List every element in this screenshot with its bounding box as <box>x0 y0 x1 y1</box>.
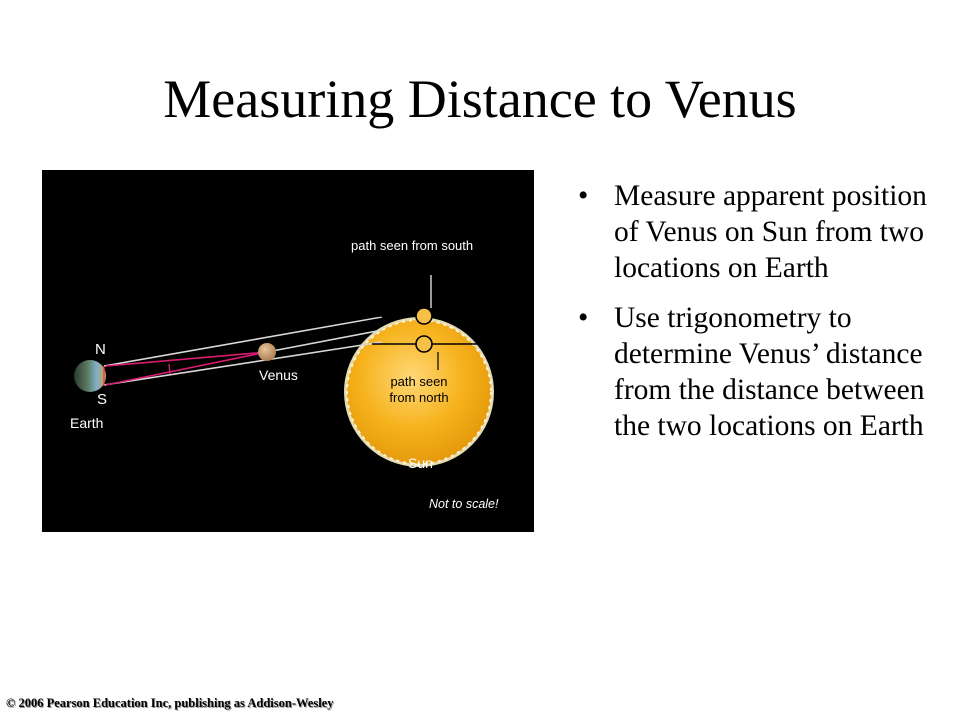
earth-sight-lines <box>106 352 267 385</box>
bullet-text: Measure apparent position of Venus on Sun from two locations on Earth <box>614 180 927 284</box>
label-path-south: path seen from south <box>351 238 474 253</box>
venus-transit-diagram <box>42 170 534 532</box>
label-not-to-scale: Not to scale! <box>429 497 499 511</box>
bullet-dot: • <box>578 180 589 212</box>
label-earth: Earth <box>70 415 104 431</box>
bullet-text: Use trigonometry to determine Venus’ distance from the distance between the two locations on Earth <box>614 302 925 442</box>
label-path-north-line1: path seen <box>390 374 448 389</box>
label-venus: Venus <box>259 367 298 383</box>
copyright-notice: © 2006 Pearson Education Inc, publishing as Addison-Wesley <box>6 696 334 710</box>
angle-tick <box>169 364 170 374</box>
bullet-list <box>578 178 948 458</box>
label-north: N <box>95 341 106 358</box>
label-south: S <box>97 391 108 408</box>
bullet-item <box>578 300 948 444</box>
venus-icon <box>258 343 276 361</box>
slide-title: Measuring Distance to Venus <box>163 69 797 129</box>
sight-lines <box>104 317 382 385</box>
diagram-svg <box>42 170 534 532</box>
label-sun: Sun <box>408 455 433 471</box>
bullet-dot: • <box>578 302 589 334</box>
bullet-item <box>578 178 948 286</box>
earth-icon <box>74 360 106 392</box>
label-path-north-line2: from north <box>389 390 449 405</box>
